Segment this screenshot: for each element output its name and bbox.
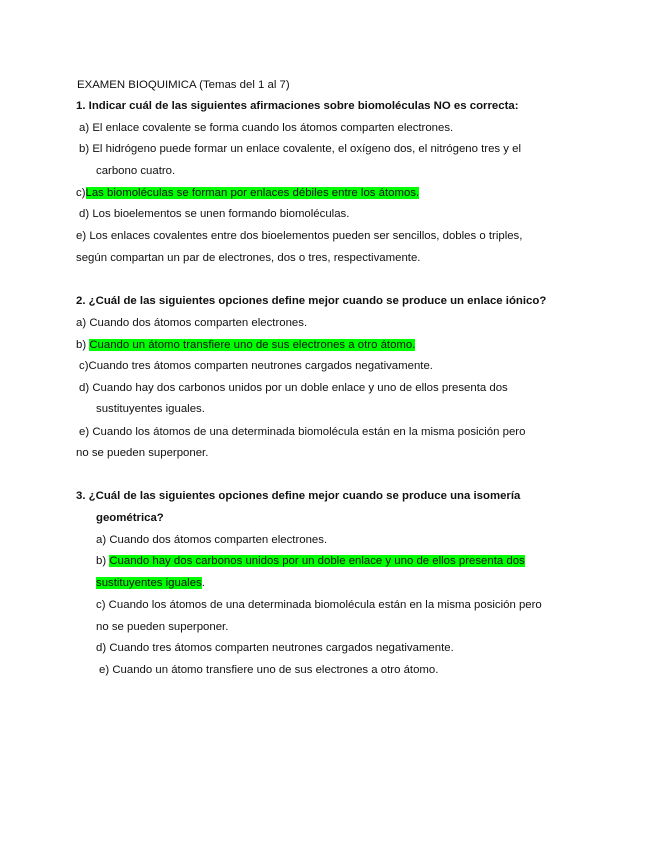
exam-title: EXAMEN BIOQUIMICA (Temas del 1 al 7)	[77, 79, 290, 91]
highlighted-answer: Las biomoléculas se forman por enlaces débiles entre los átomos.	[85, 187, 420, 199]
option-1c: c)Las biomoléculas se forman por enlaces débiles entre los átomos.	[76, 187, 420, 199]
highlighted-answer: Cuando hay dos carbonos unidos por un doble enlace y uno de ellos presenta dos	[109, 555, 525, 567]
option-2c: c)Cuando tres átomos comparten neutrones cargados negativamente.	[79, 360, 433, 372]
option-3d: d) Cuando tres átomos comparten neutrones cargados negativamente.	[96, 642, 454, 654]
option-3b-continuation: sustituyentes iguales.	[96, 577, 205, 589]
question-2-text: 2. ¿Cuál de las siguientes opciones define mejor cuando se produce un enlace iónico?	[76, 295, 547, 307]
option-3e: e) Cuando un átomo transfiere uno de sus electrones a otro átomo.	[99, 664, 439, 676]
option-1d: d) Los bioelementos se unen formando biomoléculas.	[79, 208, 350, 220]
question-1-text: 1. Indicar cuál de las siguientes afirmaciones sobre biomoléculas NO es correcta:	[76, 100, 519, 112]
option-3a: a) Cuando dos átomos comparten electrones.	[96, 534, 328, 546]
option-1e-continuation: según compartan un par de electrones, dos o tres, respectivamente.	[76, 252, 421, 264]
option-2b: b) Cuando un átomo transfiere uno de sus electrones a otro átomo.	[76, 339, 416, 351]
option-3c: c) Cuando los átomos de una determinada biomolécula están en la misma posición pero	[96, 599, 542, 611]
option-2d-continuation: sustituyentes iguales.	[96, 403, 205, 415]
option-1a: a) El enlace covalente se forma cuando los átomos comparten electrones.	[79, 122, 454, 134]
option-1b-continuation: carbono cuatro.	[96, 165, 176, 177]
option-1b: b) El hidrógeno puede formar un enlace covalente, el oxígeno dos, el nitrógeno tres y el	[79, 143, 522, 155]
option-3b: b) Cuando hay dos carbonos unidos por un doble enlace y uno de ellos presenta dos	[96, 555, 525, 567]
option-2e: e) Cuando los átomos de una determinada biomolécula están en la misma posición pero	[79, 426, 526, 438]
option-2d: d) Cuando hay dos carbonos unidos por un doble enlace y uno de ellos presenta dos	[79, 382, 508, 394]
option-2a: a) Cuando dos átomos comparten electrones.	[76, 317, 308, 329]
question-3-continuation: geométrica?	[96, 512, 164, 524]
option-3c-continuation: no se pueden superponer.	[96, 621, 229, 633]
highlighted-answer: Cuando un átomo transfiere uno de sus electrones a otro átomo.	[89, 339, 416, 351]
option-2e-continuation: no se pueden superponer.	[76, 447, 209, 459]
option-1e: e) Los enlaces covalentes entre dos bioelementos pueden ser sencillos, dobles o triples,	[76, 230, 523, 242]
highlighted-answer: sustituyentes iguales	[96, 577, 202, 589]
question-3-text: 3. ¿Cuál de las siguientes opciones define mejor cuando se produce una isomería	[76, 490, 521, 502]
